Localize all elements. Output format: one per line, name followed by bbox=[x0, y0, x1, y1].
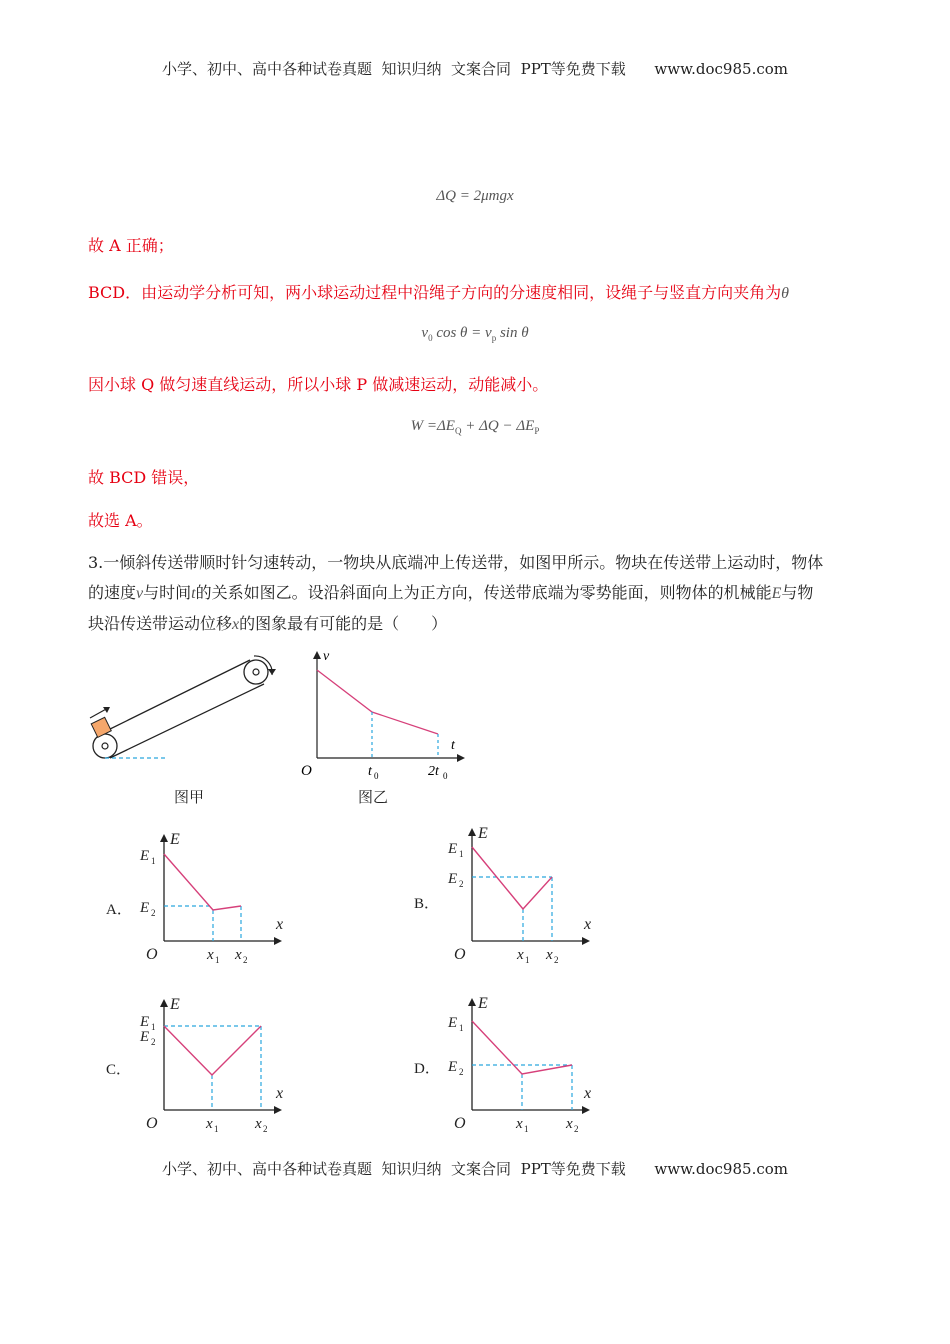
e2-label: E bbox=[448, 871, 458, 887]
svg-text:2: 2 bbox=[243, 955, 248, 965]
e1-label: E bbox=[140, 848, 150, 864]
page-header: 小学、初中、高中各种试卷真题 知识归纳 文案合同 PPT等免费下载 www.doc985.com bbox=[161, 60, 788, 78]
equation-heat: ΔQ = 2μmgx bbox=[436, 188, 514, 204]
option-c-label: C． bbox=[106, 1062, 132, 1078]
question-line-3: 块沿传送带运动位移x的图象最有可能的是（ ） bbox=[88, 614, 448, 633]
e1-label: E bbox=[448, 841, 458, 857]
x2-label: x bbox=[566, 1116, 573, 1132]
option-a-label: A． bbox=[106, 902, 132, 918]
figure-vt-graph bbox=[295, 645, 470, 785]
svg-text:2: 2 bbox=[151, 908, 156, 918]
analysis-bcd-text: BCD．由运动学分析可知，两小球运动过程中沿绳子方向的分速度相同，设绳子与竖直方向夹角为 bbox=[88, 283, 782, 302]
svg-text:1: 1 bbox=[214, 1124, 219, 1134]
caption-figure-jia: 图甲 bbox=[174, 788, 205, 806]
e-axis-label: E bbox=[170, 996, 180, 1013]
x1-label: x bbox=[517, 947, 524, 963]
energy-curve bbox=[472, 847, 552, 909]
caption-figure-yi: 图乙 bbox=[358, 788, 389, 806]
svg-text:2: 2 bbox=[554, 955, 559, 965]
svg-text:1: 1 bbox=[151, 856, 156, 866]
equation-velocity: $v_0$ $\cos \theta = v_p$ sin θ bbox=[421, 325, 529, 343]
svg-text:2: 2 bbox=[574, 1124, 579, 1134]
question-line-2: 的速度v与时间t的关系如图乙。设沿斜面向上为正方向，传送带底端为零势能面，则物体的机械能E与物 bbox=[88, 583, 814, 602]
conveyor-belt bbox=[93, 656, 276, 758]
option-a[interactable] bbox=[106, 828, 306, 973]
e2-label: E bbox=[140, 900, 150, 916]
svg-text:t: t bbox=[368, 764, 372, 779]
conclusion-a: 故 A 正确； bbox=[88, 236, 174, 255]
equation-work: $W =\Delta E_Q + \Delta Q - \Delta E_P$ bbox=[410, 418, 540, 436]
conclusion-bcd: 故 BCD 错误， bbox=[88, 468, 200, 487]
x2-label: x bbox=[546, 947, 553, 963]
option-d-label: D． bbox=[414, 1061, 440, 1077]
svg-text:2: 2 bbox=[151, 1037, 156, 1047]
origin-label: O bbox=[146, 1115, 158, 1132]
v-axis-label: v bbox=[323, 649, 330, 664]
origin-label: O bbox=[301, 763, 312, 779]
e-axis-label: E bbox=[170, 831, 180, 848]
option-b-label: B． bbox=[414, 896, 440, 912]
e1-label: E bbox=[448, 1015, 458, 1031]
option-c[interactable] bbox=[106, 993, 306, 1138]
option-c-graph bbox=[106, 993, 306, 1138]
x-axis-label: x bbox=[584, 1085, 592, 1102]
svg-text:0: 0 bbox=[374, 771, 379, 781]
svg-text:0: 0 bbox=[443, 771, 448, 781]
option-d[interactable] bbox=[414, 992, 614, 1137]
figure-conveyor bbox=[80, 650, 280, 770]
svg-text:1: 1 bbox=[525, 955, 530, 965]
question-line-1: 3.一倾斜传送带顺时针匀速转动，一物块从底端冲上传送带，如图甲所示。物块在传送带上运动时，物体 bbox=[88, 553, 824, 572]
x1-label: x bbox=[516, 1116, 523, 1132]
svg-text:1: 1 bbox=[459, 1023, 464, 1033]
svg-text:1: 1 bbox=[215, 955, 220, 965]
analysis-q: 因小球 Q 做匀速直线运动，所以小球 P 做减速运动，动能减小。 bbox=[88, 375, 549, 394]
x-axis-label: x bbox=[276, 916, 284, 933]
e1-label: E bbox=[140, 1014, 150, 1030]
svg-text:2: 2 bbox=[263, 1124, 268, 1134]
svg-text:1: 1 bbox=[459, 849, 464, 859]
e-axis-label: E bbox=[478, 995, 488, 1012]
velocity-arrow-icon bbox=[90, 707, 110, 718]
svg-text:2: 2 bbox=[459, 879, 464, 889]
svg-text:2: 2 bbox=[459, 1067, 464, 1077]
vt-curve bbox=[317, 670, 438, 734]
energy-curve bbox=[164, 1026, 261, 1075]
final-answer: 故选 A。 bbox=[88, 511, 153, 530]
e2-label: E bbox=[448, 1059, 458, 1075]
origin-label: O bbox=[146, 946, 158, 963]
svg-text:1: 1 bbox=[524, 1124, 529, 1134]
theta-symbol: θ bbox=[781, 285, 789, 302]
svg-text:1: 1 bbox=[151, 1022, 156, 1032]
option-d-graph bbox=[414, 992, 614, 1137]
x2-label: x bbox=[235, 947, 242, 963]
page-footer: 小学、初中、高中各种试卷真题 知识归纳 文案合同 PPT等免费下载 www.doc985.com bbox=[161, 1160, 788, 1178]
e2-label: E bbox=[140, 1029, 150, 1045]
e-axis-label: E bbox=[478, 825, 488, 842]
x1-label: x bbox=[207, 947, 214, 963]
energy-curve bbox=[472, 1021, 572, 1074]
option-b[interactable] bbox=[414, 822, 614, 967]
t-axis-label: t bbox=[451, 738, 455, 753]
x1-label: x bbox=[206, 1116, 213, 1132]
origin-label: O bbox=[454, 1115, 466, 1132]
svg-text:2t: 2t bbox=[428, 764, 439, 779]
x-axis-label: x bbox=[276, 1085, 284, 1102]
energy-curve bbox=[164, 854, 241, 910]
option-a-graph bbox=[106, 828, 306, 973]
origin-label: O bbox=[454, 946, 466, 963]
option-b-graph bbox=[414, 822, 614, 967]
x2-label: x bbox=[255, 1116, 262, 1132]
x-axis-label: x bbox=[584, 916, 592, 933]
question-3 bbox=[88, 548, 868, 640]
analysis-bcd bbox=[88, 280, 789, 303]
